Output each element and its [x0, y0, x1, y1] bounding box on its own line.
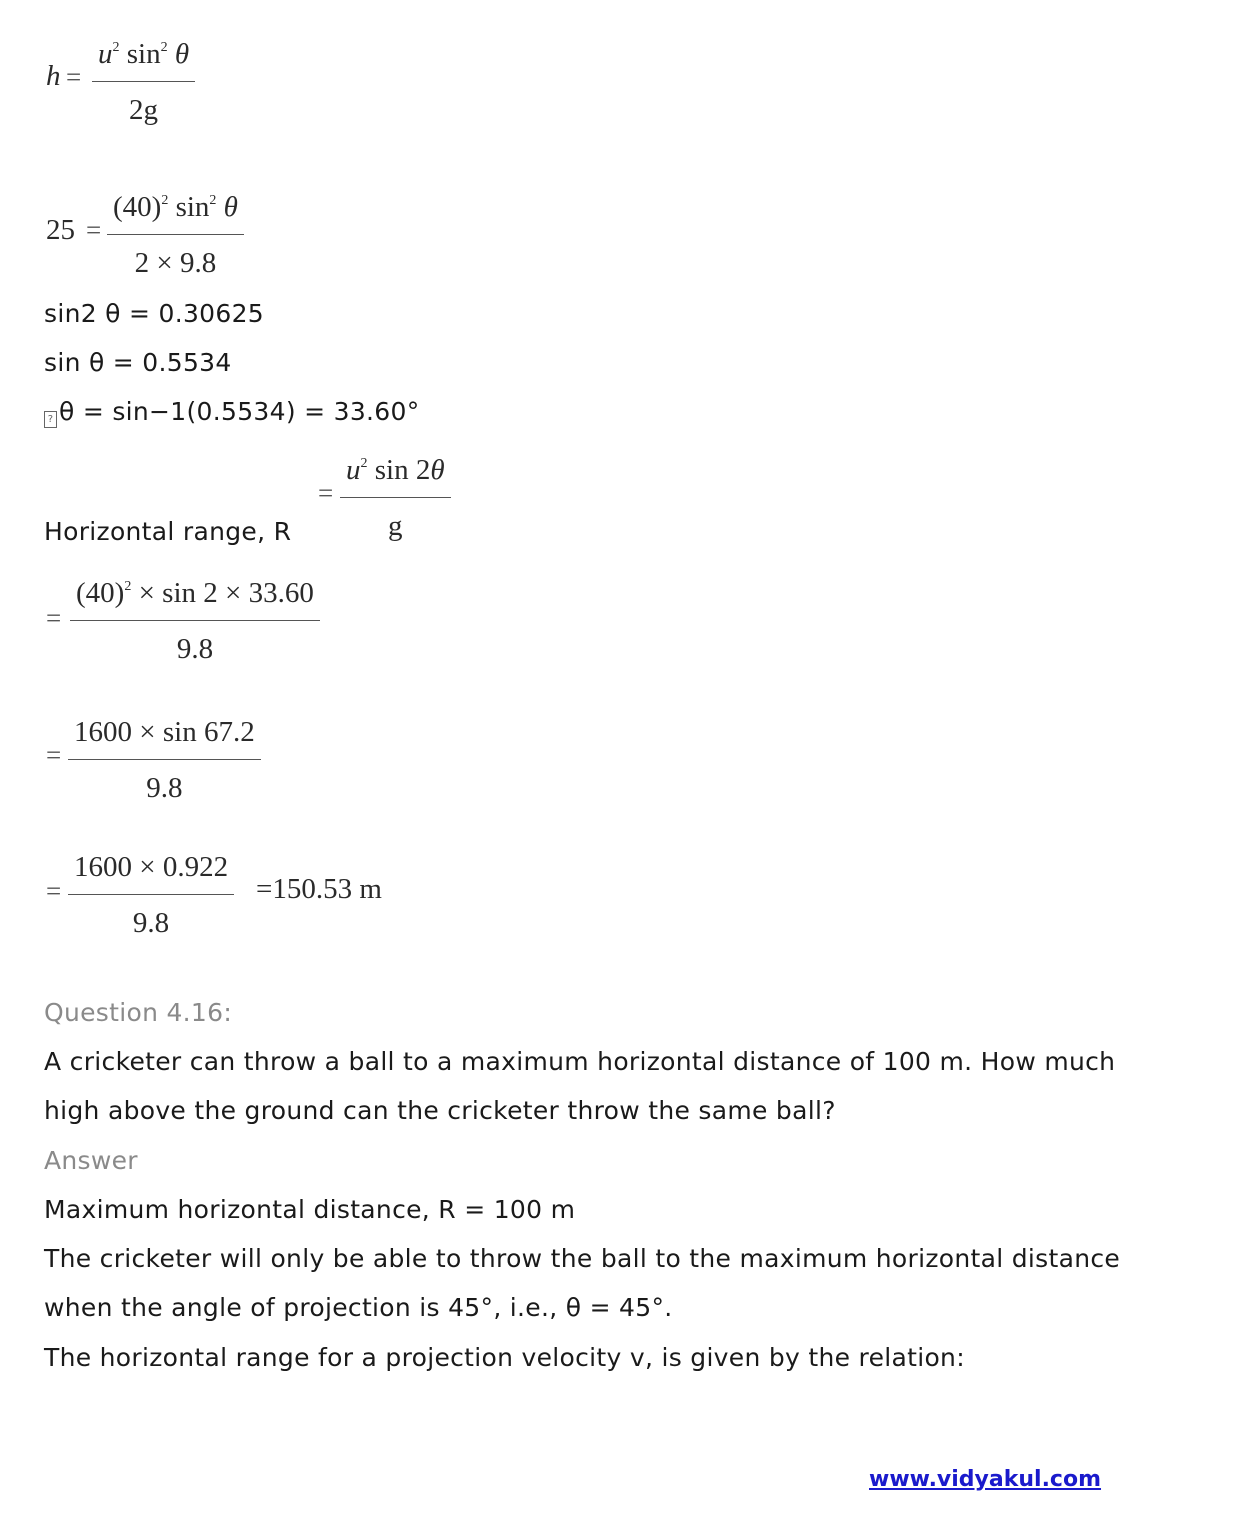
eq-h-lhs: h [46, 60, 61, 92]
line-sin-theta: sin θ = 0.5534 [44, 348, 232, 377]
eq-step1-fraction [70, 579, 320, 664]
eq-25-lhs: 25 [46, 214, 75, 246]
eq-step3-numerator: 1600 × 0.922 [74, 851, 229, 883]
question-text-line-2: high above the ground can the cricketer throw the same ball? [44, 1096, 836, 1125]
eq-25-fraction [107, 193, 244, 278]
eq-step2-fraction-bar [68, 759, 261, 760]
answer-line-3: when the angle of projection is 45°, i.e., θ = 45°. [44, 1293, 673, 1322]
eq-step2-denominator: 9.8 [146, 772, 183, 804]
eq-h-fraction [92, 40, 195, 125]
eq-25-numerator: $(40)^2$ $\sin^2 \theta$ [113, 191, 238, 223]
eq-h-numerator: $u^2$ $\sin^2 \theta$ [98, 38, 190, 70]
answer-label: Answer [44, 1146, 138, 1175]
eq-25-fraction-bar [107, 234, 244, 235]
eq-step1-equals: = [46, 603, 62, 633]
eq-step1-fraction-bar [70, 620, 320, 621]
answer-line-4: The horizontal range for a projection velocity v, is given by the relation: [44, 1343, 965, 1372]
eq-range-denominator: g [388, 510, 403, 542]
eq-h-equals: = [66, 62, 82, 92]
eq-step1-denominator: 9.8 [176, 633, 214, 665]
eq-range-equals: = [318, 478, 334, 508]
eq-step3-fraction [68, 853, 234, 938]
vidyakul-footer-link[interactable]: www.vidyakul.com [869, 1467, 1102, 1492]
answer-line-1: Maximum horizontal distance, R = 100 m [44, 1195, 576, 1224]
eq-step3-denominator: 9.8 [132, 907, 170, 939]
eq-step1-numerator: $(40)^2 \times \sin 2 \times 33.60$ [76, 577, 314, 609]
eq-h-fraction-bar [92, 81, 195, 82]
eq-step2-equals: = [46, 740, 62, 770]
eq-range-fraction [340, 456, 451, 541]
answer-line-2: The cricketer will only be able to throw the ball to the maximum horizontal distance [44, 1244, 1121, 1273]
eq-step2-fraction [68, 718, 261, 803]
eq-25-denominator: 2 × 9.8 [134, 247, 217, 279]
question-label: Question 4.16: [44, 998, 233, 1027]
line-sin2-theta: sin2 θ = 0.30625 [44, 299, 264, 328]
line-theta-value: ? θ = sin−1(0.5534) = 33.60° [44, 397, 420, 428]
eq-h-denominator: 2g [129, 94, 159, 126]
eq-range-fraction-bar [340, 497, 451, 498]
eq-step3-fraction-bar [68, 894, 234, 895]
range-label: Horizontal range, R [44, 517, 292, 546]
eq-step3-equals: = [46, 876, 62, 906]
eq-25-equals: = [86, 215, 102, 245]
eq-range-numerator: $u^2$ sin 2θ [346, 454, 445, 486]
question-text-line-1: A cricketer can throw a ball to a maximum horizontal distance of 100 m. How much [44, 1047, 1116, 1076]
missing-glyph-icon: ? [44, 411, 57, 428]
eq-step3-result: =150.53 m [256, 873, 382, 905]
eq-step2-numerator: 1600 × sin 67.2 [74, 716, 255, 748]
